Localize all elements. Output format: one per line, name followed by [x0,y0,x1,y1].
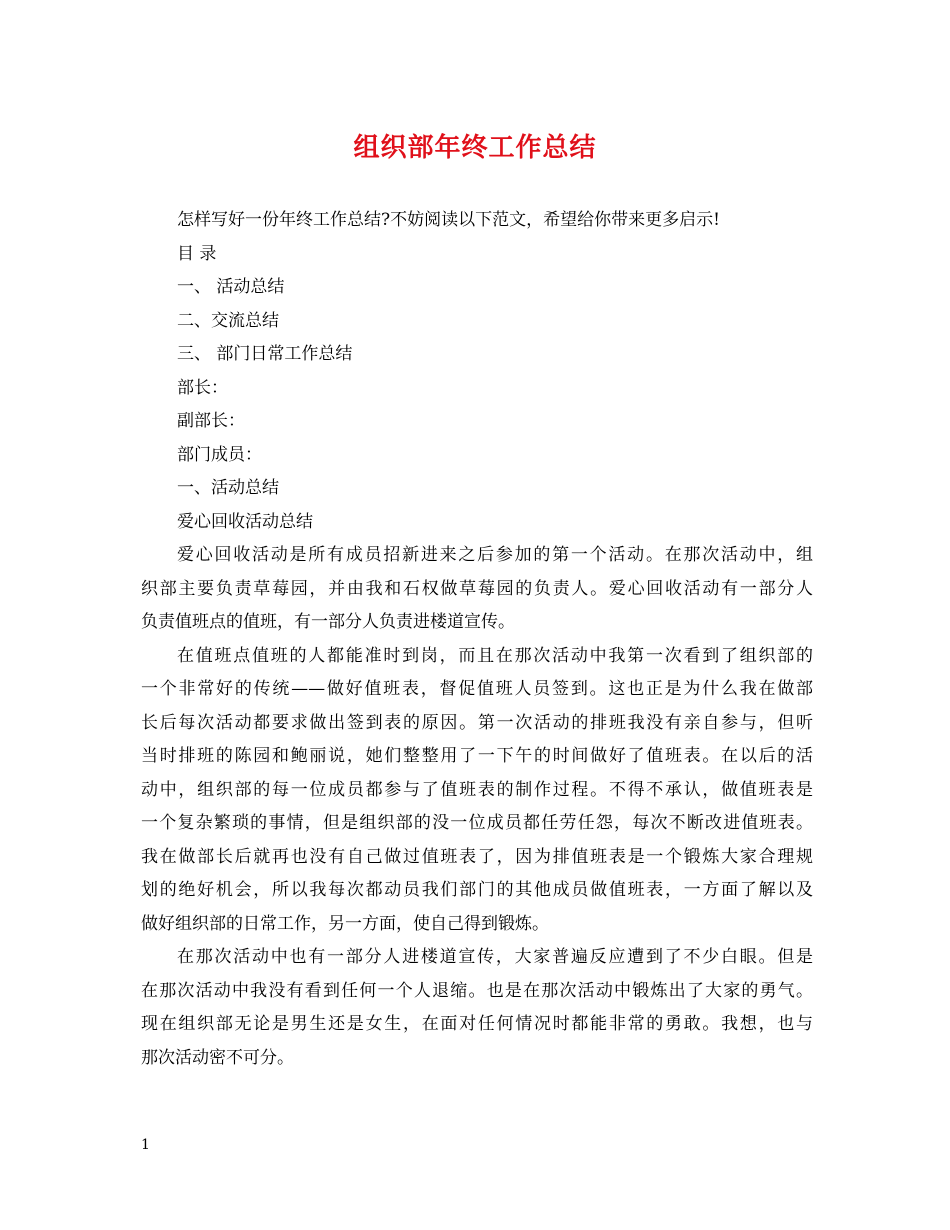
text-line: 负责值班点的值班，有一部分人负责进楼道宣传。 [141,612,515,632]
text-line: 划的绝好机会，所以我每次都动员我们部门的其他成员做值班表，一方面了解以及 [141,880,813,900]
text-line: 部门成员： [177,444,262,465]
text-line: 目 录 [177,243,217,264]
text-line: 副部长： [177,411,245,431]
text-line: 织部主要负责草莓园，并由我和石权做草莓园的负责人。爱心回收活动有一部分人 [141,578,813,599]
text-line: 一、活动总结 [177,478,279,498]
text-line: 二、交流总结 [177,310,279,331]
text-line: 一、 活动总结 [177,277,285,297]
text-line: 爱心回收活动是所有成员招新进来之后参加的第一个活动。在那次活动中，组 [177,545,813,565]
text-line: 动中，组织部的每一位成员都参与了值班表的制作过程。不得不承认，做值班表是 [141,779,813,800]
text-line: 怎样写好一份年终工作总结?不妨阅读以下范文，希望给你带来更多启示! [177,210,720,230]
text-line: 做好组织部的日常工作，另一方面，使自己得到锻炼。 [141,913,549,934]
text-line: 部长： [177,377,228,398]
text-line: 我在做部长后就再也没有自己做过值班表了，因为排值班表是一个锻炼大家合理规 [141,846,813,867]
document-body [141,204,813,1075]
text-line: 一个复杂繁琐的事情，但是组织部的没一位成员都任劳任怨，每次不断改进值班表。 [141,813,813,833]
text-line: 一个非常好的传统——做好值班表，督促值班人员签到。这也正是为什么我在做部 [141,679,813,699]
text-line: 爱心回收活动总结 [177,511,313,532]
text-line: 在值班点值班的人都能准时到岗，而且在那次活动中我第一次看到了组织部的 [177,645,813,666]
document-title: 组织部年终工作总结 [353,133,597,163]
page-number: 1 [141,1137,150,1153]
text-line: 在那次活动中也有一部分人进楼道宣传，大家普遍反应遭到了不少白眼。但是 [177,947,813,967]
text-line: 三、 部门日常工作总结 [177,344,353,364]
text-line: 那次活动密不可分。 [141,1047,294,1068]
text-line: 长后每次活动都要求做出签到表的原因。第一次活动的排班我没有亲自参与，但听 [141,712,813,733]
text-line: 当时排班的陈园和鲍丽说，她们整整用了一下午的时间做好了值班表。在以后的活 [141,746,813,766]
text-line: 现在组织部无论是男生还是女生，在面对任何情况时都能非常的勇敢。我想，也与 [141,1014,813,1034]
text-line: 在那次活动中我没有看到任何一个人退缩。也是在那次活动中锻炼出了大家的勇气。 [141,980,813,1001]
